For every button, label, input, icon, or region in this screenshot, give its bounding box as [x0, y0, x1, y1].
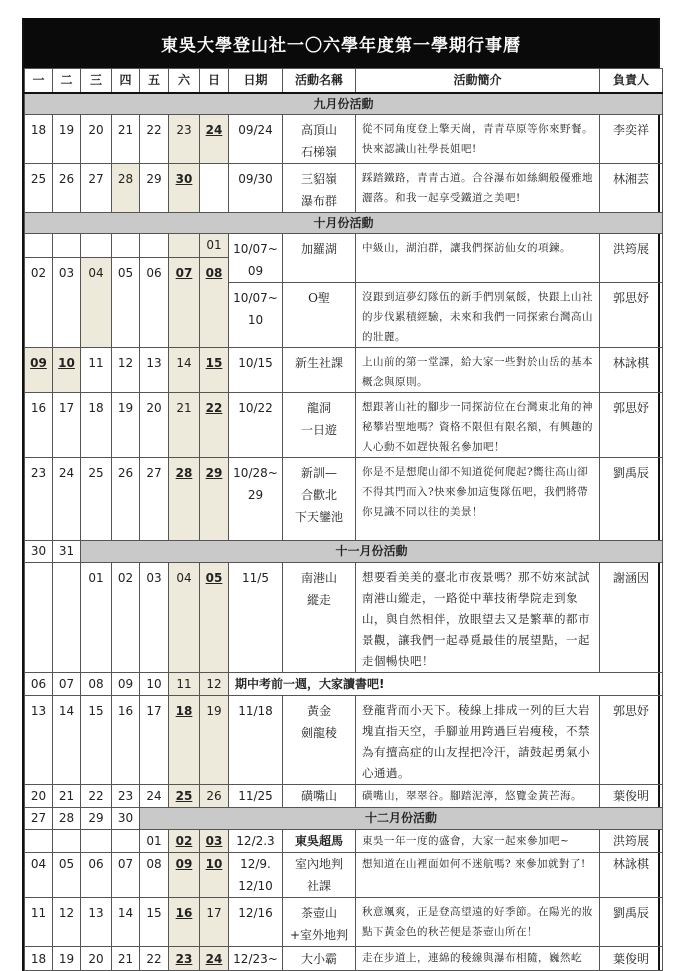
event-date: 12/9. 12/10 [229, 852, 283, 897]
event-date: 10/07~ 09 [229, 233, 283, 282]
day-cell: 06 [140, 257, 169, 347]
day-cell-activity: 09 [169, 852, 200, 897]
month-row-sep [25, 93, 663, 115]
day-cell: 03 [53, 257, 81, 347]
day-cell: 21 [112, 114, 140, 163]
day-cell [112, 829, 140, 852]
day-cell-activity: 02 [169, 829, 200, 852]
day-cell: 04 [169, 562, 200, 672]
event-desc: 秋意颯爽，正是登高望遠的好季節。在陽光的妝點下黃金色的秋芒便是茶壺山所在！ [356, 897, 600, 946]
table-row [25, 457, 663, 540]
day-cell-activity: 25 [169, 784, 200, 807]
event-person: 林詠棋 [600, 852, 663, 897]
day-cell: 30 [112, 807, 140, 829]
day-cell: 19 [53, 114, 81, 163]
day-cell: 18 [25, 946, 53, 970]
event-person: 李奕祥 [600, 114, 663, 163]
event-desc: 磺嘴山，翠翠谷。腳踏泥濘，悠覽金黃芒海。 [356, 784, 600, 807]
day-cell [140, 233, 169, 257]
event-name: 三貂嶺 瀑布群 [283, 163, 356, 212]
event-date: 11/25 [229, 784, 283, 807]
day-cell [200, 163, 229, 212]
table-row [25, 347, 663, 392]
event-desc: 踩踏鐵路，青青古道。合谷瀑布如絲綢般優雅地灑落。和我一起享受鐵道之美吧! [356, 163, 600, 212]
day-cell: 07 [53, 672, 81, 695]
month-label: 十二月份活動 [140, 807, 663, 829]
day-cell: 19 [112, 392, 140, 457]
event-name: 高頂山 石梯嶺 [283, 114, 356, 163]
table-row [25, 114, 663, 163]
day-cell [81, 829, 112, 852]
day-cell: 28 [53, 807, 81, 829]
event-desc: 沒跟到這夢幻隊伍的新手們別氣餒，快跟上山社的步伐累積經驗，未來和我們一同探索台灣高山的壯麗。 [356, 282, 600, 347]
day-cell: 11 [169, 672, 200, 695]
day-cell-activity: 10 [53, 347, 81, 392]
day-cell: 03 [140, 562, 169, 672]
day-cell [53, 562, 81, 672]
event-person: 葉俊明 [600, 946, 663, 970]
day-cell: 27 [81, 163, 112, 212]
day-cell: 17 [200, 897, 229, 946]
event-date: 12/2.3 [229, 829, 283, 852]
event-desc: 你是不是想爬山卻不知道從何爬起?嚮往高山卻不得其門而入?快來參加這隻隊伍吧，我們將帶你見識不同以往的美景！ [356, 457, 600, 540]
day-cell: 23 [112, 784, 140, 807]
header-fri: 五 [140, 69, 169, 93]
event-name: O聖 [283, 282, 356, 347]
table-row [25, 829, 663, 852]
day-cell: 17 [53, 392, 81, 457]
day-cell: 16 [25, 392, 53, 457]
event-name: 加羅湖 [283, 233, 356, 282]
header-tue: 二 [53, 69, 81, 93]
day-cell: 31 [53, 540, 81, 562]
event-desc: 從不同角度登上擎天崗，青青草原等你來野餐。快來認識山社學長姐吧! [356, 114, 600, 163]
day-cell-activity: 09 [25, 347, 53, 392]
day-cell: 27 [140, 457, 169, 540]
day-cell: 20 [81, 946, 112, 970]
header-name: 活動名稱 [283, 69, 356, 93]
event-date: 11/5 [229, 562, 283, 672]
day-cell: 29 [81, 807, 112, 829]
day-cell: 20 [81, 114, 112, 163]
day-cell: 14 [112, 897, 140, 946]
day-cell: 14 [169, 347, 200, 392]
day-cell: 06 [25, 672, 53, 695]
day-cell-activity: 15 [200, 347, 229, 392]
event-desc: 想知道在山裡面如何不迷航嗎? 來參加就對了! [356, 852, 600, 897]
table-row [25, 897, 663, 946]
day-cell: 19 [200, 695, 229, 784]
event-desc: 走在步道上，連綿的稜線與瀑布相隨，巍然屹 [356, 946, 600, 970]
event-person: 洪筠展 [600, 233, 663, 282]
day-cell: 07 [112, 852, 140, 897]
day-cell: 21 [53, 784, 81, 807]
event-date: 10/28~ 29 [229, 457, 283, 540]
day-cell: 01 [200, 233, 229, 257]
day-cell: 22 [140, 946, 169, 970]
table-row [25, 392, 663, 457]
event-name: 磺嘴山 [283, 784, 356, 807]
event-person: 洪筠展 [600, 829, 663, 852]
event-desc: 登龍背而小天下。稜線上排成一列的巨大岩塊直指天空，手腳並用跨過巨岩瘦稜，不禁為有擅高症的山友捏把冷汗，請鼓起勇氣小心通過。 [356, 695, 600, 784]
day-cell: 04 [25, 852, 53, 897]
day-cell: 11 [25, 897, 53, 946]
header-date: 日期 [229, 69, 283, 93]
day-cell: 10 [140, 672, 169, 695]
event-name: 大小霸 [283, 946, 356, 970]
month-row-oct [25, 212, 663, 233]
day-cell: 08 [140, 852, 169, 897]
day-cell [169, 233, 200, 257]
day-cell: 15 [140, 897, 169, 946]
month-label: 十月份活動 [25, 212, 663, 233]
table-row [25, 784, 663, 807]
day-cell: 25 [81, 457, 112, 540]
table-row [25, 233, 663, 257]
day-cell-activity: 23 [169, 946, 200, 970]
table-row [25, 163, 663, 212]
event-date: 12/16 [229, 897, 283, 946]
event-person: 林湘芸 [600, 163, 663, 212]
schedule-table [24, 68, 663, 971]
event-person: 劉禹辰 [600, 457, 663, 540]
day-cell: 20 [140, 392, 169, 457]
day-cell: 18 [25, 114, 53, 163]
day-cell-activity: 16 [169, 897, 200, 946]
day-cell [53, 233, 81, 257]
day-cell-activity: 10 [200, 852, 229, 897]
day-cell: 19 [53, 946, 81, 970]
event-person: 謝涵因 [600, 562, 663, 672]
table-row [25, 852, 663, 897]
table-row [25, 562, 663, 672]
event-date: 10/22 [229, 392, 283, 457]
event-person: 林詠棋 [600, 347, 663, 392]
day-cell: 05 [53, 852, 81, 897]
event-person: 郭思妤 [600, 282, 663, 347]
day-cell: 05 [112, 257, 140, 347]
day-cell: 01 [140, 829, 169, 852]
day-cell: 11 [81, 347, 112, 392]
day-cell-activity: 24 [200, 114, 229, 163]
day-cell: 23 [25, 457, 53, 540]
header-wed: 三 [81, 69, 112, 93]
header-person: 負責人 [600, 69, 663, 93]
event-name: 新生社課 [283, 347, 356, 392]
table-row [25, 672, 663, 695]
day-cell: 06 [81, 852, 112, 897]
day-cell-activity: 24 [200, 946, 229, 970]
event-name: 新訓— 合歡北 下天鑾池 [283, 457, 356, 540]
day-cell-activity: 30 [169, 163, 200, 212]
day-cell: 22 [140, 114, 169, 163]
event-name: 黃金 劍龍稜 [283, 695, 356, 784]
day-cell-activity: 07 [169, 257, 200, 347]
table-row [25, 695, 663, 784]
event-person: 劉禹辰 [600, 897, 663, 946]
day-cell-activity: 28 [169, 457, 200, 540]
month-row-dec [25, 807, 663, 829]
day-cell-activity: 29 [200, 457, 229, 540]
day-cell: 28 [112, 163, 140, 212]
day-cell: 27 [25, 807, 53, 829]
event-date: 09/30 [229, 163, 283, 212]
day-cell: 15 [81, 695, 112, 784]
page-title: 東吳大學登山社一〇六學年度第一學期行事曆 [24, 18, 658, 68]
event-name: 龍洞 一日遊 [283, 392, 356, 457]
day-cell [81, 233, 112, 257]
header-sun: 日 [200, 69, 229, 93]
event-desc: 想要看美美的臺北市夜景嗎？那不妨來試試南港山縱走，一路從中華技術學院走到象山，與自然相伴，放眼望去又是繁華的都市景觀，讓我們一起尋覓最佳的展望點，一起走個暢快吧！ [356, 562, 600, 672]
event-person: 郭思妤 [600, 392, 663, 457]
event-name: 室內地判 社課 [283, 852, 356, 897]
day-cell: 04 [81, 257, 112, 347]
event-date: 12/23~ [229, 946, 283, 970]
month-row-nov [25, 540, 663, 562]
day-cell: 16 [112, 695, 140, 784]
day-cell: 13 [25, 695, 53, 784]
event-person: 郭思妤 [600, 695, 663, 784]
day-cell: 09 [112, 672, 140, 695]
day-cell: 02 [25, 257, 53, 347]
day-cell-activity: 22 [200, 392, 229, 457]
day-cell: 22 [81, 784, 112, 807]
day-cell: 17 [140, 695, 169, 784]
day-cell: 08 [81, 672, 112, 695]
day-cell: 26 [200, 784, 229, 807]
day-cell: 30 [25, 540, 53, 562]
day-cell: 01 [81, 562, 112, 672]
day-cell: 25 [25, 163, 53, 212]
day-cell: 23 [169, 114, 200, 163]
event-date: 10/07~ 10 [229, 282, 283, 347]
day-cell: 13 [140, 347, 169, 392]
day-cell: 24 [140, 784, 169, 807]
day-cell: 13 [81, 897, 112, 946]
event-person: 葉俊明 [600, 784, 663, 807]
day-cell: 26 [53, 163, 81, 212]
day-cell: 26 [112, 457, 140, 540]
event-name: 茶壺山 +室外地判 [283, 897, 356, 946]
header-row [25, 69, 663, 93]
day-cell: 12 [112, 347, 140, 392]
header-sat: 六 [169, 69, 200, 93]
day-cell [25, 562, 53, 672]
table-row [25, 946, 663, 970]
day-cell: 29 [140, 163, 169, 212]
event-name: 東吳超馬 [283, 829, 356, 852]
exam-week-note: 期中考前一週，大家讀書吧! [229, 672, 663, 695]
event-desc: 東吳一年一度的盛會，大家一起來參加吧~ [356, 829, 600, 852]
header-mon: 一 [25, 69, 53, 93]
event-desc: 中級山，湖泊群，讓我們探訪仙女的項鍊。 [356, 233, 600, 282]
event-date: 11/18 [229, 695, 283, 784]
day-cell [112, 233, 140, 257]
day-cell: 02 [112, 562, 140, 672]
event-date: 10/15 [229, 347, 283, 392]
day-cell-activity: 05 [200, 562, 229, 672]
day-cell-activity: 18 [169, 695, 200, 784]
day-cell [25, 829, 53, 852]
day-cell: 20 [25, 784, 53, 807]
day-cell: 18 [81, 392, 112, 457]
day-cell: 24 [53, 457, 81, 540]
day-cell [25, 233, 53, 257]
day-cell: 12 [53, 897, 81, 946]
month-label: 九月份活動 [25, 93, 663, 115]
day-cell: 21 [112, 946, 140, 970]
calendar-sheet [22, 18, 660, 971]
day-cell [53, 829, 81, 852]
day-cell: 12 [200, 672, 229, 695]
event-date: 09/24 [229, 114, 283, 163]
header-desc: 活動簡介 [356, 69, 600, 93]
event-desc: 想跟著山社的腳步一同探訪位在台灣東北角的神秘攀岩聖地嗎？資格不限但有限名額，有興趣的人心動不如趕快報名參加吧！ [356, 392, 600, 457]
day-cell: 21 [169, 392, 200, 457]
event-desc: 上山前的第一堂課，給大家一些對於山岳的基本概念與原則。 [356, 347, 600, 392]
month-label: 十一月份活動 [81, 540, 663, 562]
day-cell: 14 [53, 695, 81, 784]
header-thu: 四 [112, 69, 140, 93]
event-name: 南港山 縱走 [283, 562, 356, 672]
day-cell-activity: 03 [200, 829, 229, 852]
day-cell-activity: 08 [200, 257, 229, 347]
